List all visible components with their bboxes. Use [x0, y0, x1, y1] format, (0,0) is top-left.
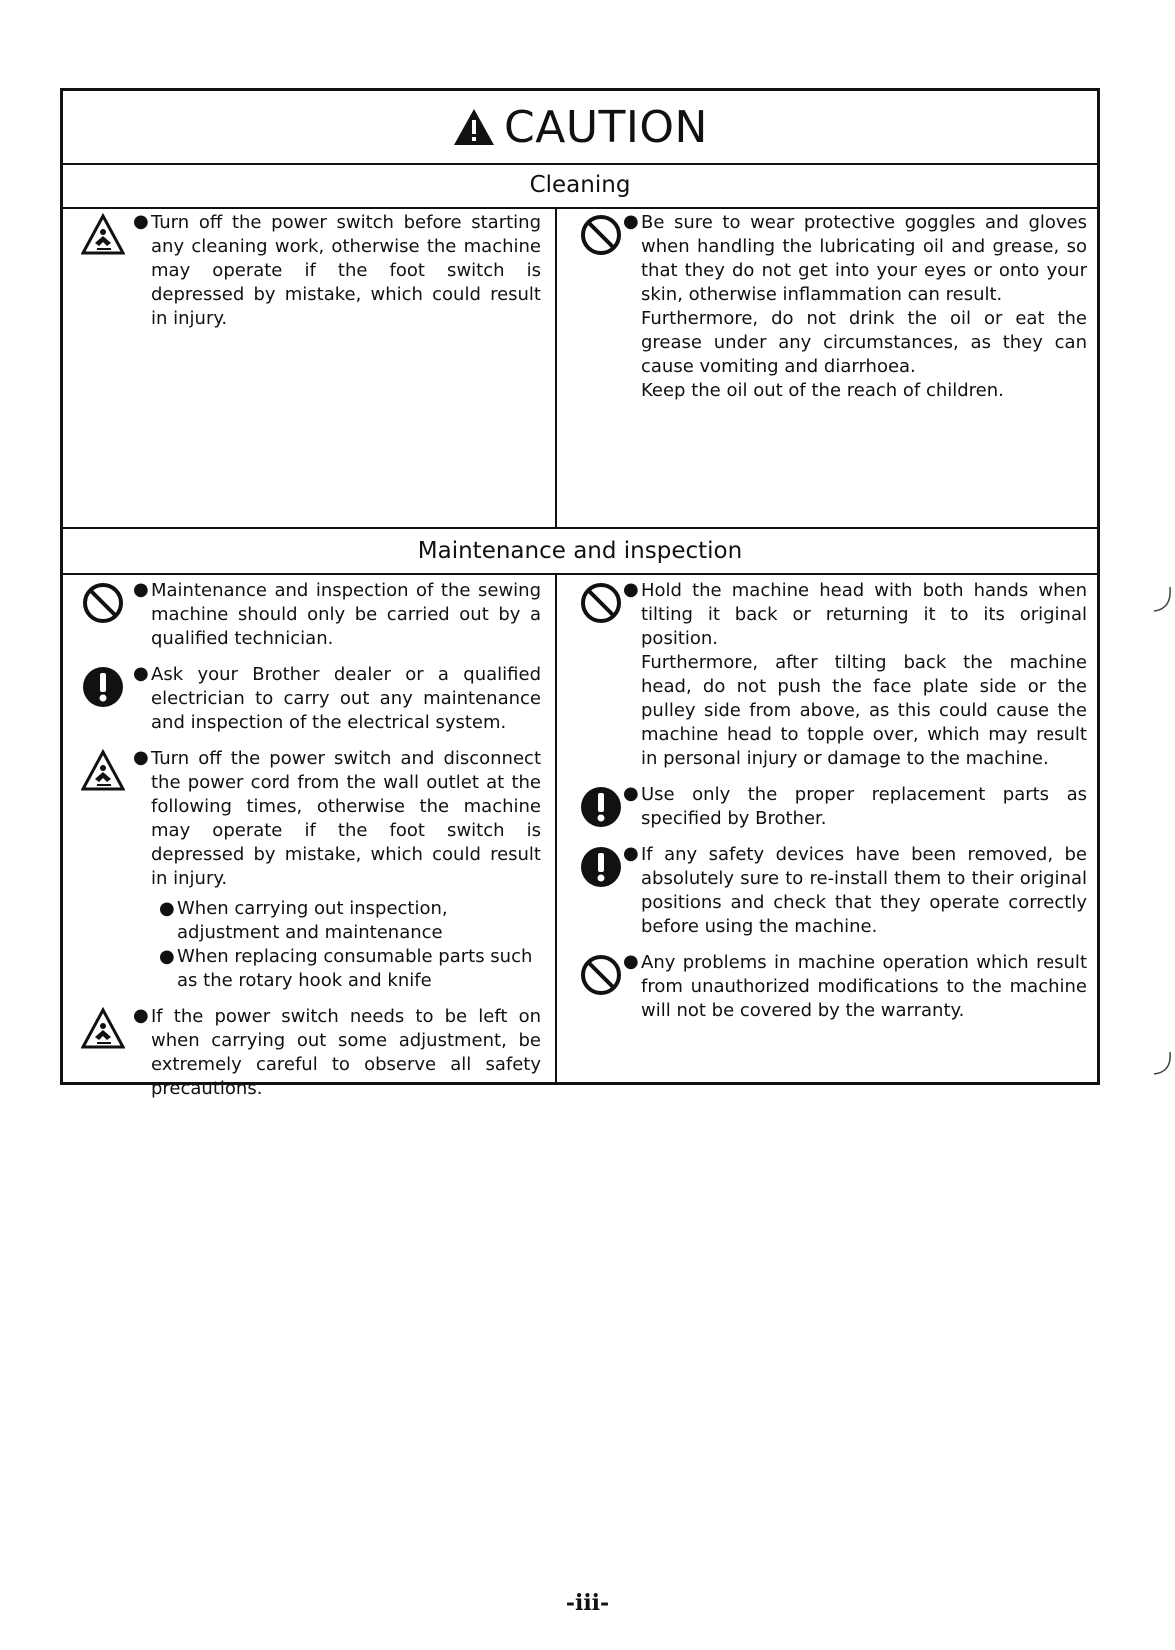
- warning-icon: [81, 1007, 125, 1051]
- caution-title-bar: [63, 91, 1097, 165]
- caution-text: Maintenance and inspection of the sewing machine should only be carried out by a qualified technician.: [151, 580, 541, 649]
- sub-list-item: ● When carrying out inspection, adjustment and maintenance: [159, 898, 448, 943]
- cleaning-heading: Cleaning: [63, 163, 1097, 209]
- prohibited-icon: [579, 581, 623, 625]
- caution-text: Ask your Brother dealer or a qualified electrician to carry out any maintenance and inspection of the electrical system.: [151, 664, 541, 733]
- cleaning-right-cell: [557, 211, 1097, 403]
- caution-text: Furthermore, do not drink the oil or eat the grease under any circumstances, as they can cause vomiting and diarrhoea.: [641, 308, 1087, 377]
- cleaning-left-cell: [63, 211, 551, 331]
- caution-text: Be sure to wear protective goggles and gloves when handling the lubricating oil and grease, so that they do not get into your eyes or onto your skin, otherwise inflammation can result.: [641, 212, 1087, 305]
- caution-text: If any safety devices have been removed, be absolutely sure to re-install them to their original positions and check that they operate correctly before using the machine.: [641, 844, 1087, 937]
- list-item: ● Use only the proper replacement parts as specified by Brother.: [557, 783, 1087, 831]
- maintenance-left-cell: [63, 579, 551, 1101]
- binding-hole-mark: [1150, 585, 1174, 615]
- caution-text: Hold the machine head with both hands when tilting it back or returning it to its original position.: [641, 580, 1087, 649]
- list-item: ● Maintenance and inspection of the sewing machine should only be carried out by a qualified technician.: [63, 579, 541, 651]
- caution-panel: [60, 88, 1100, 1099]
- maintenance-heading: Maintenance and inspection: [63, 527, 1097, 575]
- binding-hole-mark: [1150, 1050, 1174, 1080]
- caution-title: CAUTION: [504, 101, 708, 153]
- prohibited-icon: [81, 581, 125, 625]
- list-item: ● Any problems in machine operation which result from unauthorized modifications to the machine will not be covered by the warranty.: [557, 951, 1087, 1023]
- caution-text: Turn off the power switch and disconnect the power cord from the wall outlet at the following times, otherwise the machine may operate if the foot switch is depressed by mistake, which could result in injury.: [151, 748, 541, 889]
- warning-icon: [81, 213, 125, 257]
- page-number: -iii-: [565, 1590, 610, 1616]
- caution-text: Use only the proper replacement parts as specified by Brother.: [641, 784, 1087, 829]
- list-item: ● If the power switch needs to be left on when carrying out some adjustment, be extremely careful to observe all safety precautions.: [63, 1005, 541, 1101]
- caution-text: If the power switch needs to be left on when carrying out some adjustment, be extremely careful to observe all safety precautions.: [151, 1006, 541, 1099]
- caution-text: Any problems in machine operation which result from unauthorized modifications to the machine will not be covered by the warranty.: [641, 952, 1087, 1021]
- sub-list: [151, 897, 541, 993]
- caution-text: Keep the oil out of the reach of children.: [641, 380, 1004, 401]
- mandatory-icon: [579, 845, 623, 889]
- caution-triangle-icon: [452, 107, 496, 147]
- list-item: ● Ask your Brother dealer or a qualified electrician to carry out any maintenance and inspection of the electrical system.: [63, 663, 541, 735]
- sub-list-item: ● When replacing consumable parts such as the rotary hook and knife: [159, 946, 533, 991]
- caution-text: Turn off the power switch before starting any cleaning work, otherwise the machine may operate if the foot switch is depressed by mistake, which could result in injury.: [151, 212, 541, 329]
- warning-icon: [81, 749, 125, 793]
- list-item: ● Hold the machine head with both hands when tilting it back or returning it to its original position. Furthermore, after tilting back the machine head, do not push the face plate side or the pulley side from above, as this could cause the machine head to topple over, which may result in personal injury or damage to the machine.: [557, 579, 1087, 771]
- prohibited-icon: [579, 953, 623, 997]
- mandatory-icon: [579, 785, 623, 829]
- list-item: ● If any safety devices have been removed, be absolutely sure to re-install them to their original positions and check that they operate correctly before using the machine.: [557, 843, 1087, 939]
- mandatory-icon: [81, 665, 125, 709]
- maintenance-right-cell: [557, 579, 1097, 1023]
- list-item: ● Turn off the power switch and disconnect the power cord from the wall outlet at the following times, otherwise the machine may operate if the foot switch is depressed by mistake, which could result in injury. ● When carrying out inspection, adjustment and maintenance ● When replacing consumable parts such as the rotary hook and knife: [63, 747, 541, 993]
- caution-text: Furthermore, after tilting back the machine head, do not push the face plate side or the pulley side from above, as this could cause the machine head to topple over, which may result in personal injury or damage to the machine.: [641, 652, 1087, 769]
- list-item: ● Be sure to wear protective goggles and gloves when handling the lubricating oil and grease, so that they do not get into your eyes or onto your skin, otherwise inflammation can result. Furthermore, do not drink the oil or eat the grease under any circumstances, as they can cause vomiting and diarrhoea. Keep the oil out of the reach of children.: [557, 211, 1087, 403]
- list-item: ● Turn off the power switch before starting any cleaning work, otherwise the machine may operate if the foot switch is depressed by mistake, which could result in injury.: [63, 211, 541, 331]
- prohibited-icon: [579, 213, 623, 257]
